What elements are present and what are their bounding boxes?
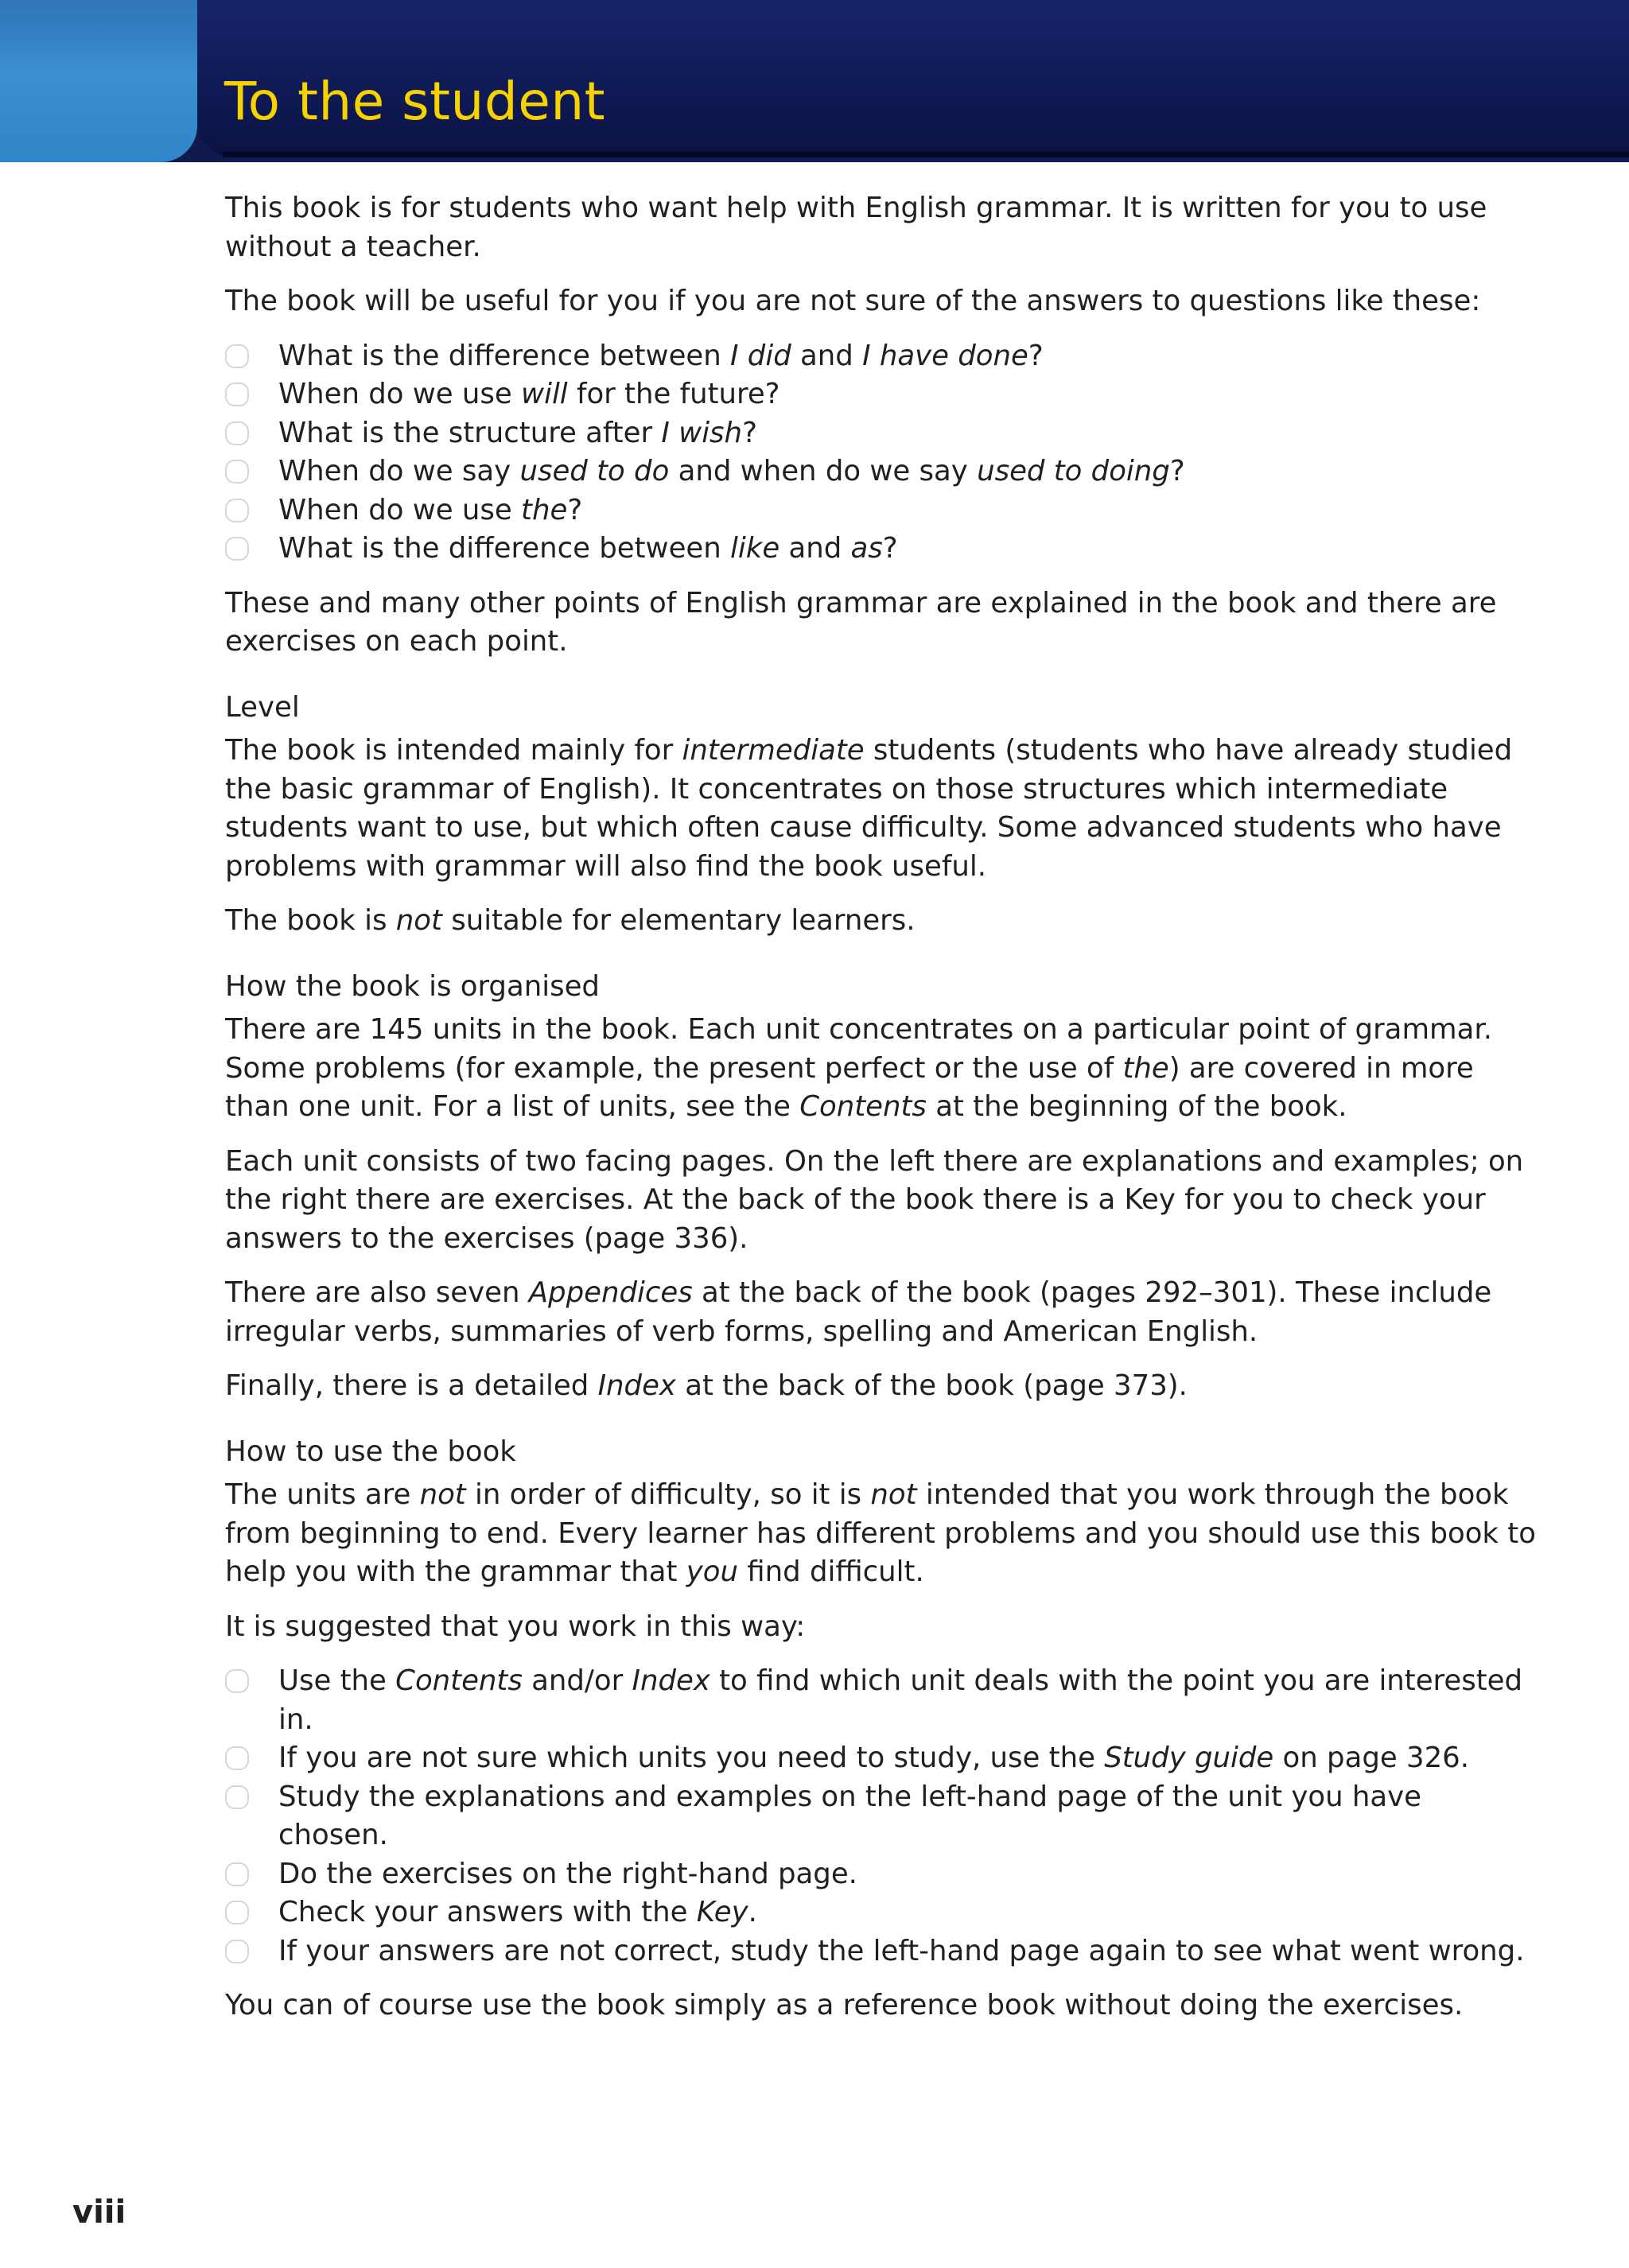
intro-paragraph: The book will be useful for you if you are not sure of the answers to questions like these: — [225, 285, 1481, 317]
list-item: If your answers are not correct, study the left-hand page again to see what went wrong. — [225, 1932, 1538, 1971]
bullet-icon — [225, 1940, 249, 1963]
header-rule — [223, 151, 1629, 157]
bullet-icon — [225, 1669, 249, 1693]
list-item: Check your answers with the Key. — [225, 1893, 1538, 1932]
level-paragraph: The book is not suitable for elementary learners. — [225, 904, 916, 937]
bullet-icon — [225, 1785, 249, 1809]
bullet-icon — [225, 1746, 249, 1770]
page-content — [225, 189, 1538, 2041]
section-heading-organised: How the book is organised — [225, 969, 600, 1003]
bullet-icon — [225, 1901, 249, 1924]
organised-paragraph: There are 145 units in the book. Each unit concentrates on a particular point of grammar. Some problems (for example, the present perfect or the use of the) are covered in more than one unit. For a list of units, see the Contents at the beginning of the book. — [225, 1013, 1492, 1123]
bullet-icon — [225, 344, 249, 368]
list-item: Use the Contents and/or Index to find which unit deals with the point you are interested in. — [225, 1662, 1538, 1739]
list-item: If you are not sure which units you need to study, use the Study guide on page 326. — [225, 1739, 1538, 1778]
organised-paragraph: Finally, there is a detailed Index at the back of the book (page 373). — [225, 1369, 1188, 1402]
list-item: When do we say used to do and when do we say used to doing? — [225, 452, 1538, 491]
section-heading-how-to-use: How to use the book — [225, 1435, 516, 1468]
header-band — [0, 0, 1629, 162]
bullet-icon — [225, 421, 249, 445]
level-paragraph: The book is intended mainly for intermediate students (students who have already studied the basic grammar of English). It concentrates on those structures which intermediate students want to use, but which often cause difficulty. Some advanced students who have problems with grammar will also find the book useful. — [225, 734, 1513, 883]
list-item: What is the difference between like and as? — [225, 530, 1538, 569]
list-item: Study the explanations and examples on the left-hand page of the unit you have chosen. — [225, 1778, 1538, 1855]
bullet-icon — [225, 1862, 249, 1886]
organised-paragraph: There are also seven Appendices at the back of the book (pages 292–301). These include irregular verbs, summaries of verb forms, spelling and American English. — [225, 1276, 1492, 1348]
list-item: What is the difference between I did and I have done? — [225, 337, 1538, 376]
bullet-icon — [225, 499, 249, 522]
question-list — [225, 337, 1538, 569]
bullet-icon — [225, 383, 249, 406]
page-number: viii — [72, 2194, 126, 2231]
list-item: When do we use the? — [225, 491, 1538, 530]
bullet-icon — [225, 537, 249, 561]
steps-list — [225, 1662, 1538, 1971]
closing-paragraph: You can of course use the book simply as a reference book without doing the exercises. — [225, 1989, 1464, 2021]
howto-paragraph: The units are not in order of difficulty, so it is not intended that you work through the book from beginning to end. Every learner has different problems and you should use this book to help you with the grammar that you find difficult. — [225, 1478, 1536, 1588]
bullet-icon — [225, 460, 249, 484]
intro-after-paragraph: These and many other points of English grammar are explained in the book and there are exercises on each point. — [225, 586, 1497, 658]
howto-paragraph: It is suggested that you work in this way: — [225, 1610, 806, 1643]
section-heading-level: Level — [225, 690, 300, 724]
list-item: Do the exercises on the right-hand page. — [225, 1855, 1538, 1894]
organised-paragraph: Each unit consists of two facing pages. On the left there are explanations and examples; on the right there are exercises. At the back of the book there is a Key for you to check your answers to the exercises (page 336). — [225, 1144, 1524, 1255]
page-title: To the student — [224, 71, 606, 132]
intro-paragraph: This book is for students who want help with English grammar. It is written for you to use without a teacher. — [225, 192, 1487, 263]
list-item: What is the structure after I wish? — [225, 414, 1538, 453]
list-item: When do we use will for the future? — [225, 375, 1538, 414]
header-tab-decoration — [0, 0, 197, 162]
